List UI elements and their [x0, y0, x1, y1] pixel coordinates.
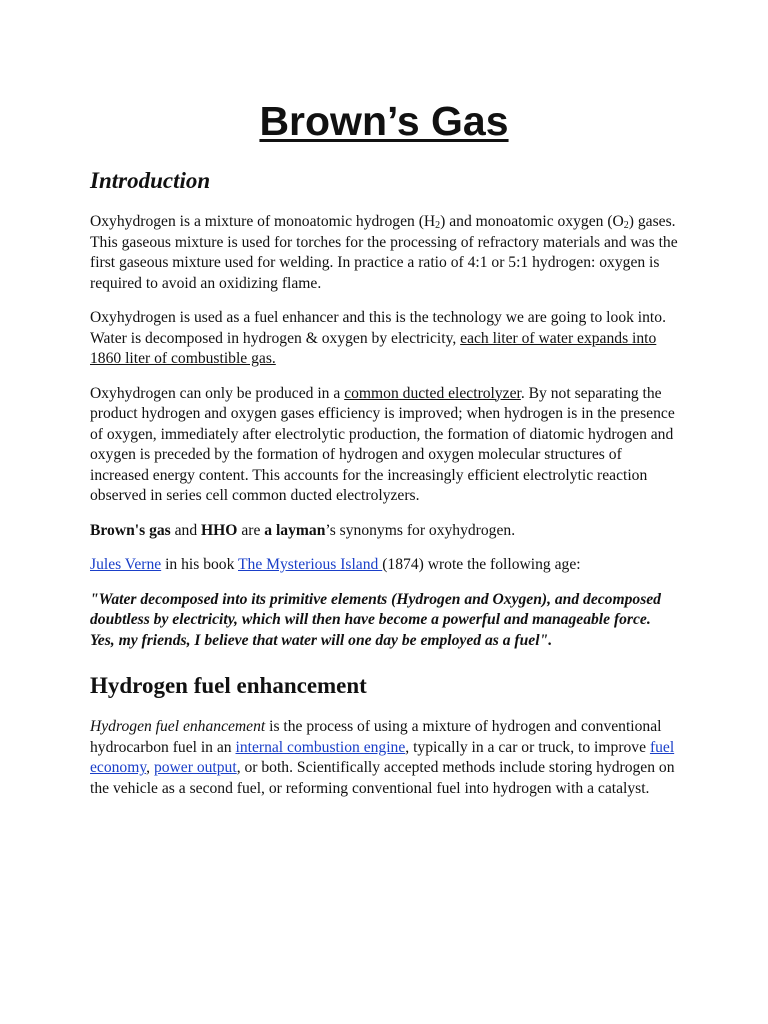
verne-quote: "Water decomposed into its primitive elements (Hydrogen and Oxygen), and decomposed doubtless by electricity, which will then have become a powerful and manageable force. Yes, my friends, I believe that water will one day be employed as a fuel". [90, 590, 661, 649]
link-mysterious-island[interactable]: The Mysterious Island [238, 556, 383, 573]
underlined-expansion-claim: each liter of water expands into 1860 liter of combustible gas. [90, 329, 657, 367]
introduction-heading: Introduction [90, 168, 211, 193]
intro-paragraph-3: Oxyhydrogen can only be produced in a common ducted electrolyzer. By not separating the product hydrogen and oxygen gases efficiency is improved; when hydrogen is in the presence of oxygen, immediately after electrolytic production, the formation of diatomic hydrogen and oxygen is preceded by the formation of hydrogen and oxygen molecular structures of increased energy content. This accounts for the increasingly efficient electrolytic reaction observed in series cell common ducted electrolyzers. [90, 384, 675, 504]
intro-paragraph-1: Oxyhydrogen is a mixture of monoatomic hydrogen $(H_2)$ and monoatomic oxygen $(O_2)$ gases. This gaseous mixture is used for torches for the processing of refractory materials and was the first gaseous mixture used for welding. In practice a ratio of 4:1 or 5:1 hydrogen: oxygen is required to avoid an oxidizing flame. [90, 213, 678, 292]
link-power-output[interactable]: power output [153, 759, 237, 776]
link-jules-verne[interactable]: Jules Verne [90, 556, 162, 573]
intro-paragraph-4: Brown's gas and HHO are a layman’s synonyms for oxyhydrogen. [90, 521, 516, 539]
fuel-enhancement-paragraph: Hydrogen fuel enhancement is the process of using a mixture of hydrogen and conventional hydrocarbon fuel in an internal combustion engine, typically in a car or truck, to improve fuel economy, power output, or both. Scientifically accepted methods include storing hydrogen on the vehicle as a second fuel, or reforming conventional fuel into hydrogen with a catalyst. [90, 718, 675, 797]
fuel-enhancement-heading: Hydrogen fuel enhancement [90, 673, 367, 698]
intro-paragraph-2: Oxyhydrogen is used as a fuel enhancer and this is the technology we are going to look into. Water is decomposed in hydrogen & oxygen by electricity, each liter of water expands into 1860 liter of combustible gas. [90, 309, 666, 367]
intro-paragraph-5: Jules Verne in his book The Mysterious Island (1874) wrote the following age: [90, 556, 581, 573]
link-fuel-economy[interactable]: fuel economy [90, 738, 675, 776]
underlined-electrolyzer-term: common ducted electrolyzer [344, 384, 521, 402]
page-title: Brown’s Gas [259, 98, 509, 144]
link-internal-combustion-engine[interactable]: internal combustion engine [235, 738, 406, 756]
